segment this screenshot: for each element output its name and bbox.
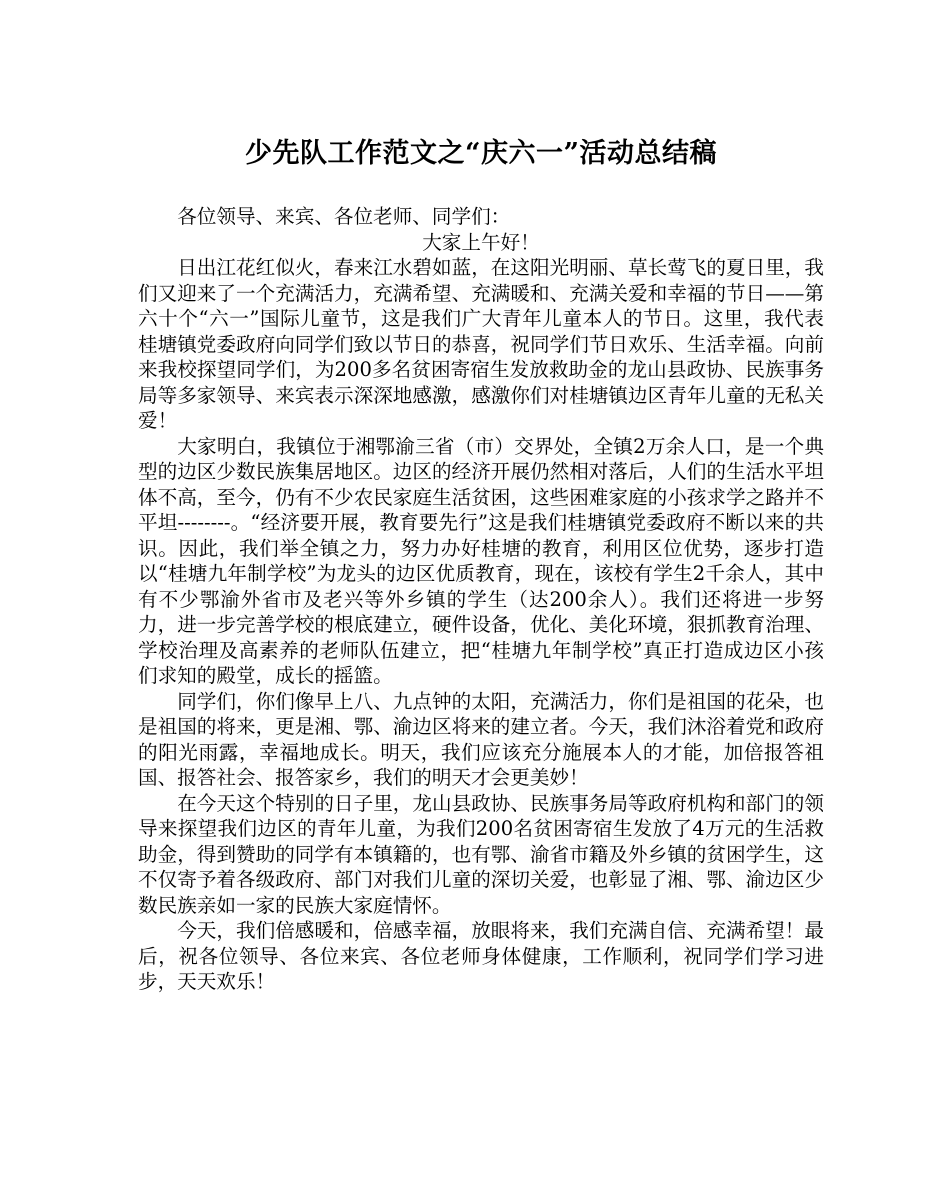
document-body [138, 204, 824, 995]
paragraph: 同学们，你们像早上八、九点钟的太阳，充满活力，你们是祖国的花朵，也是祖国的将来，更是湘、鄂、渝边区将来的建立者。今天，我们沐浴着党和政府的阳光雨露，幸福地成长。明天，我们应该充分施展本人的才能，加倍报答祖国、报答社会、报答家乡，我们的明天才会更美妙！ [138, 689, 824, 789]
paragraph: 今天，我们倍感暖和，倍感幸福，放眼将来，我们充满自信、充满希望！最后，祝各位领导、各位来宾、各位老师身体健康，工作顺利，祝同学们学习进步，天天欢乐！ [138, 919, 824, 993]
salutation: 大家上午好！ [422, 230, 540, 254]
paragraph: 大家明白，我镇位于湘鄂渝三省（市）交界处，全镇2万余人口，是一个典型的边区少数民族集居地区。边区的经济开展仍然相对落后，人们的生活水平坦体不高，至今，仍有不少农民家庭生活贫困，这些困难家庭的小孩求学之路并不平坦--------。“经济要开展，教育要先行”这是我们桂塘镇党委政府不断以来的共识。因此，我们举全镇之力，努力办好桂塘的教育，利用区位优势，逐步打造以“桂塘九年制学校”为龙头的边区优质教育，现在，该校有学生2千余人，其中有不少鄂渝外省市及老兴等外乡镇的学生（达200余人）。我们还将进一步努力，进一步完善学校的根底建立，硬件设备，优化、美化环境，狠抓教育治理、学校治理及高素养的老师队伍建立，把“桂塘九年制学校”真正打造成边区小孩们求知的殿堂，成长的摇篮。 [138, 434, 824, 687]
document-page [138, 0, 824, 995]
paragraph: 日出江花红似火，春来江水碧如蓝，在这阳光明丽、草长莺飞的夏日里，我们又迎来了一个充满活力，充满希望、充满暖和、充满关爱和幸福的节日——第六十个“六一”国际儿童节，这是我们广大青年儿童本人的节日。这里，我代表桂塘镇党委政府向同学们致以节日的恭喜，祝同学们节日欢乐、生活幸福。向前来我校探望同学们，为200多名贫困寄宿生发放救助金的龙山县政协、民族事务局等多家领导、来宾表示深深地感激，感激你们对桂塘镇边区青年儿童的无私关爱！ [138, 256, 824, 432]
document-title: 少先队工作范文之“庆六一”活动总结稿 [244, 138, 718, 169]
paragraph: 在今天这个特别的日子里，龙山县政协、民族事务局等政府机构和部门的领导来探望我们边区的青年儿童，为我们200名贫困寄宿生发放了4万元的生活救助金，得到赞助的同学有本镇籍的，也有鄂、渝省市籍及外乡镇的贫困学生，这不仅寄予着各级政府、部门对我们儿童的深切关爱，也彰显了湘、鄂、渝边区少数民族亲如一家的民族大家庭情怀。 [138, 791, 824, 917]
greeting: 各位领导、来宾、各位老师、同学们： [177, 205, 511, 228]
